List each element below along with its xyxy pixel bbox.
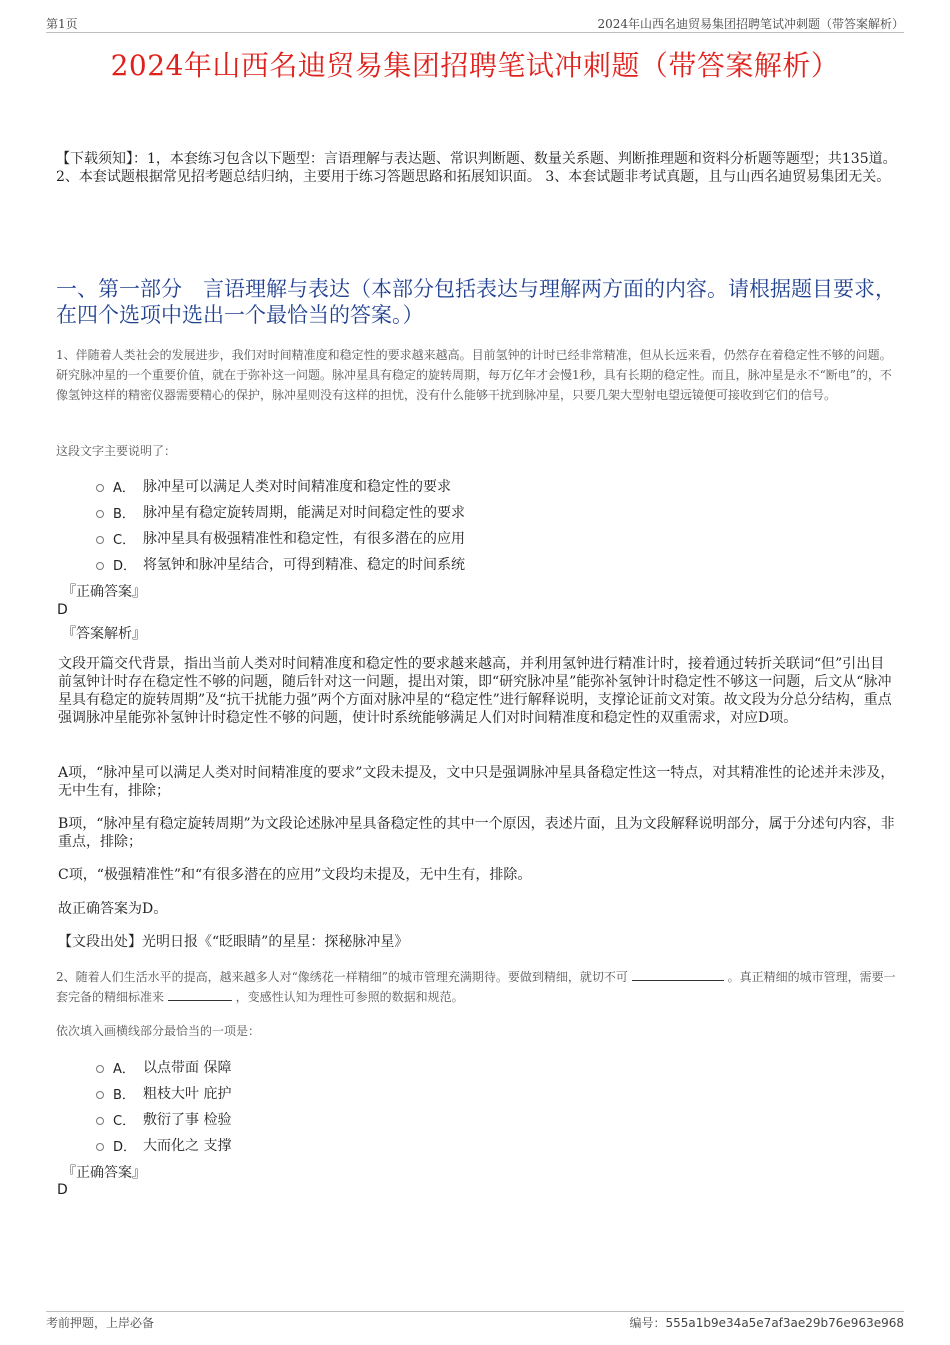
analysis-conclusion: 故正确答案为D。	[58, 901, 168, 917]
correct-answer-label: 『正确答案』	[62, 1165, 146, 1181]
section-title: 一、第一部分 言语理解与表达（本部分包括表达与理解两方面的内容。请根据题目要求，在四个选项中选出一个最恰当的答案。）	[56, 277, 896, 327]
question-1-prompt: 这段文字主要说明了：	[56, 444, 177, 458]
radio-icon[interactable]	[96, 562, 104, 570]
analysis-paragraph: A项，“脉冲星可以满足人类对时间精准度的要求”文段未提及，文中只是强调脉冲星具备稳定性这一特点，对其精准性的论述并未涉及，无中生有，排除；	[58, 765, 895, 799]
option-d[interactable]: D． 将氢钟和脉冲星结合，可得到精准、稳定的时间系统	[96, 551, 465, 577]
option-d[interactable]: D． 大而化之 支撑	[96, 1132, 231, 1158]
footer-code: 编号：555a1b9e34a5e7af3ae29b76e963e968	[629, 1316, 904, 1330]
option-b[interactable]: B． 脉冲星有稳定旋转周期，能满足对时间稳定性的要求	[96, 499, 465, 525]
page-number: 第1页	[46, 17, 78, 31]
header-doc-title: 2024年山西名迪贸易集团招聘笔试冲刺题（带答案解析）	[597, 17, 904, 31]
option-c[interactable]: C． 脉冲星具有极强精准性和稳定性，有很多潜在的应用	[96, 525, 465, 551]
question-1-text: 1、伴随着人类社会的发展进步，我们对时间精准度和稳定性的要求越来越高。目前氢钟的计时已经非常精准，但从长远来看，仍然存在着稳定性不够的问题。研究脉冲星的一个重要价值，就在于弥补这一问题。脉冲星具有稳定的旋转周期，每万亿年才会慢1秒，具有长期的稳定性。而且，脉冲星是永不“断电”的，不像氢钟这样的精密仪器需要精心的保护，脉冲星则没有这样的担忧，没有什么能够干扰到脉冲星，只要几架大型射电望远镜便可接收到它们的信号。	[56, 348, 892, 402]
radio-icon[interactable]	[96, 536, 104, 544]
analysis-paragraph: C项，“极强精准性”和“有很多潜在的应用”文段均未提及，无中生有，排除。	[58, 867, 532, 883]
download-notice: 【下载须知】：1，本套练习包含以下题型：言语理解与表达题、常识判断题、数量关系题、判断推理题和资料分析题等题型；共135道。 2、本套试题根据常见招考题总结归纳，主要用于练习答题思路和拓展知识面。 3、本套试题非考试真题，且与山西名迪贸易集团无关。	[56, 151, 897, 185]
radio-icon[interactable]	[96, 1117, 104, 1125]
source-citation: 【文段出处】光明日报《“眨眼睛”的星星：探秘脉冲星》	[58, 934, 409, 950]
footer-divider	[46, 1311, 904, 1312]
option-a[interactable]: A． 脉冲星可以满足人类对时间精准度和稳定性的要求	[96, 473, 465, 499]
correct-answer-label: 『正确答案』	[62, 584, 146, 600]
question-2-text: 2、随着人们生活水平的提高，越来越多人对“像绣花一样精细”的城市管理充满期待。要做到精细，就切不可 。真正精细的城市管理，需要一套完备的精细标准来 ，变感性认知为理性可参照的数据和规范。	[56, 970, 896, 1004]
question-2-options	[96, 1054, 231, 1158]
radio-icon[interactable]	[96, 510, 104, 518]
radio-icon[interactable]	[96, 1143, 104, 1151]
radio-icon[interactable]	[96, 1065, 104, 1073]
page-title: 2024年山西名迪贸易集团招聘笔试冲刺题（带答案解析）	[110, 49, 840, 82]
fill-blank-2	[168, 988, 232, 1001]
footer-slogan: 考前押题，上岸必备	[46, 1316, 155, 1330]
analysis-paragraph: 文段开篇交代背景，指出当前人类对时间精准度和稳定性的要求越来越高，并利用氢钟进行精准计时，接着通过转折关联词“但”引出目前氢钟计时存在稳定性不够的问题，随后针对这一问题，提出对策，即“研究脉冲星”能弥补氢钟计时稳定性不够这一问题，后文从“脉冲星具有稳定的旋转周期”及“抗干扰能力强”两个方面对脉冲星的“稳定性”进行解释说明，支撑论证前文对策。故文段为分总分结构，重点强调脉冲星能弥补氢钟计时稳定性不够的问题，使计时系统能够满足人们对时间精准度和稳定性的双重需求，对应D项。	[58, 656, 892, 726]
analysis-label: 『答案解析』	[62, 626, 146, 642]
question-2-prompt: 依次填入画横线部分最恰当的一项是：	[56, 1024, 261, 1038]
option-b[interactable]: B． 粗枝大叶 庇护	[96, 1080, 231, 1106]
radio-icon[interactable]	[96, 484, 104, 492]
question-1-options	[96, 473, 465, 577]
correct-answer: D	[57, 1182, 68, 1198]
header-divider	[46, 32, 904, 33]
correct-answer: D	[57, 602, 68, 618]
option-c[interactable]: C． 敷衍了事 检验	[96, 1106, 231, 1132]
analysis-paragraph: B项，“脉冲星有稳定旋转周期”为文段论述脉冲星具备稳定性的其中一个原因，表述片面，且为文段解释说明部分，属于分述句内容，非重点，排除；	[58, 816, 895, 850]
radio-icon[interactable]	[96, 1091, 104, 1099]
fill-blank-1	[632, 968, 724, 981]
option-a[interactable]: A． 以点带面 保障	[96, 1054, 231, 1080]
